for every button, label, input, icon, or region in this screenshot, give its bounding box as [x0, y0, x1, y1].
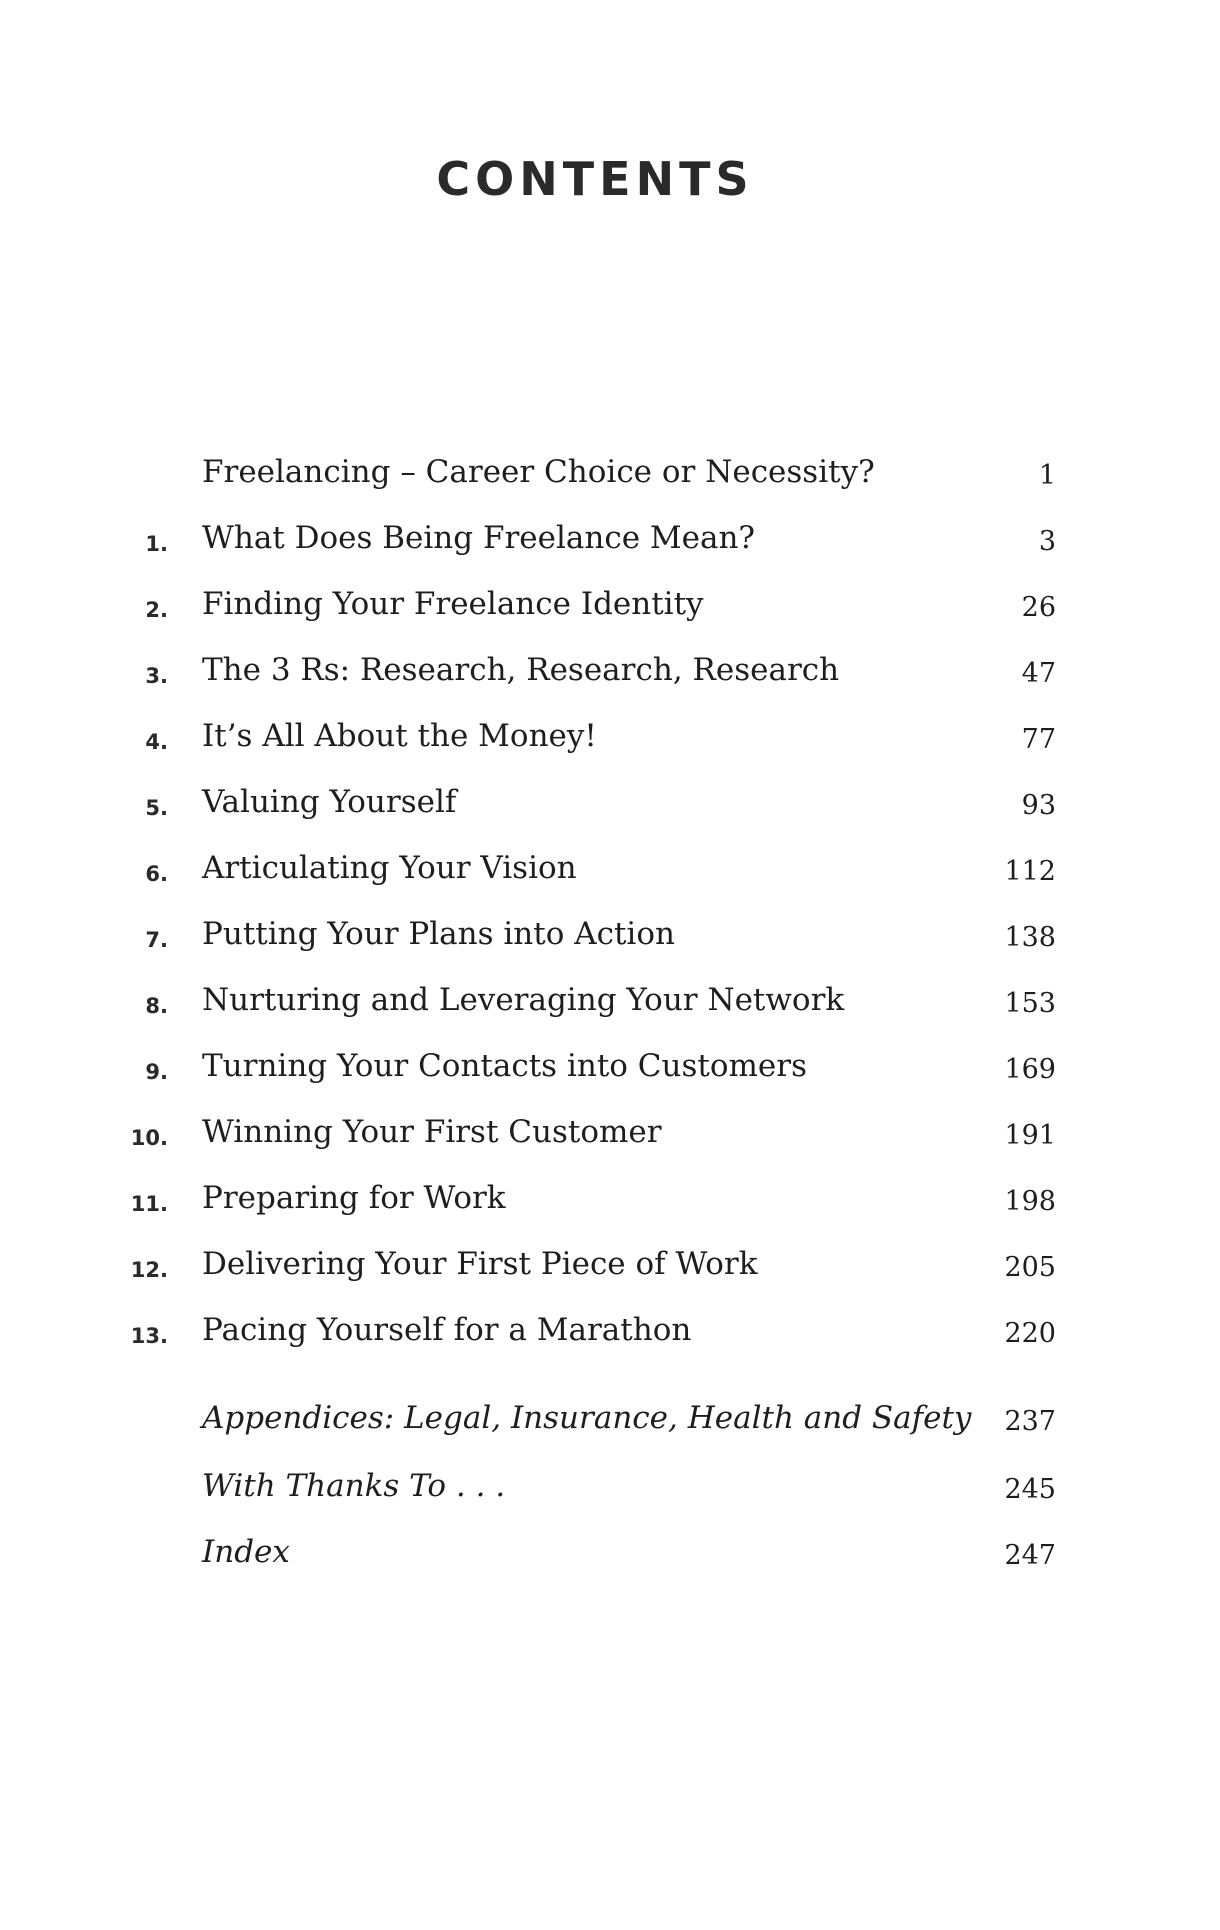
page-number: 198 — [1004, 1186, 1056, 1217]
page-number: 1 — [1038, 460, 1056, 491]
toc-entry — [0, 1236, 1220, 1292]
page-number: 169 — [1004, 1054, 1056, 1085]
chapter-title: Turning Your Contacts into Customers — [202, 1048, 807, 1084]
page-title: CONTENTS — [436, 152, 754, 206]
chapter-number: 1. — [145, 532, 168, 556]
toc-entry — [0, 510, 1220, 566]
toc-entry — [0, 576, 1220, 632]
chapter-title: Finding Your Freelance Identity — [202, 586, 704, 622]
page-number: 47 — [1021, 658, 1056, 689]
chapter-title: Valuing Yourself — [202, 784, 457, 820]
page-number: 247 — [1004, 1540, 1056, 1571]
toc-entry — [0, 1170, 1220, 1226]
chapter-number: 10. — [130, 1126, 168, 1150]
chapter-number: 13. — [130, 1324, 168, 1348]
page-number: 112 — [1004, 856, 1056, 887]
toc-entry — [0, 708, 1220, 764]
chapter-number: 7. — [145, 928, 168, 952]
chapter-title: Putting Your Plans into Action — [202, 916, 675, 952]
page-number: 237 — [1004, 1406, 1056, 1437]
toc-entry — [0, 1038, 1220, 1094]
back-matter-title: With Thanks To . . . — [202, 1468, 506, 1504]
back-matter-entry — [0, 1390, 1220, 1446]
toc-entry — [0, 1104, 1220, 1160]
toc-entry — [0, 906, 1220, 962]
chapter-title: Freelancing – Career Choice or Necessity? — [202, 454, 875, 490]
toc-entry — [0, 774, 1220, 830]
chapter-title: Articulating Your Vision — [202, 850, 577, 886]
page-number: 191 — [1004, 1120, 1056, 1151]
back-matter-entry — [0, 1458, 1220, 1514]
back-matter-title: Index — [202, 1534, 290, 1570]
chapter-title: It’s All About the Money! — [202, 718, 597, 754]
page-number: 138 — [1004, 922, 1056, 953]
toc-entry — [0, 444, 1220, 500]
chapter-number: 2. — [145, 598, 168, 622]
page-number: 205 — [1004, 1252, 1056, 1283]
chapter-number: 6. — [145, 862, 168, 886]
chapter-title: What Does Being Freelance Mean? — [202, 520, 756, 556]
chapter-title: Winning Your First Customer — [202, 1114, 662, 1150]
page-number: 245 — [1004, 1474, 1056, 1505]
page-number: 3 — [1038, 526, 1056, 557]
toc-entry — [0, 1302, 1220, 1358]
chapter-title: Pacing Yourself for a Marathon — [202, 1312, 692, 1348]
chapter-number: 12. — [130, 1258, 168, 1282]
toc-entry — [0, 840, 1220, 896]
page-number: 77 — [1021, 724, 1056, 755]
page-number: 26 — [1021, 592, 1056, 623]
back-matter-entry — [0, 1524, 1220, 1580]
chapter-number: 3. — [145, 664, 168, 688]
page-number: 153 — [1004, 988, 1056, 1019]
chapter-number: 5. — [145, 796, 168, 820]
chapter-number: 11. — [130, 1192, 168, 1216]
chapter-title: Delivering Your First Piece of Work — [202, 1246, 758, 1282]
chapter-number: 8. — [145, 994, 168, 1018]
back-matter-title: Appendices: Legal, Insurance, Health and Safety — [202, 1400, 972, 1436]
chapter-number: 4. — [145, 730, 168, 754]
toc-entry — [0, 972, 1220, 1028]
chapter-title: Nurturing and Leveraging Your Network — [202, 982, 845, 1018]
toc-entry — [0, 642, 1220, 698]
chapter-title: The 3 Rs: Research, Research, Research — [202, 652, 840, 688]
chapter-number: 9. — [145, 1060, 168, 1084]
page-number: 220 — [1004, 1318, 1056, 1349]
page-number: 93 — [1021, 790, 1056, 821]
chapter-title: Preparing for Work — [202, 1180, 506, 1216]
